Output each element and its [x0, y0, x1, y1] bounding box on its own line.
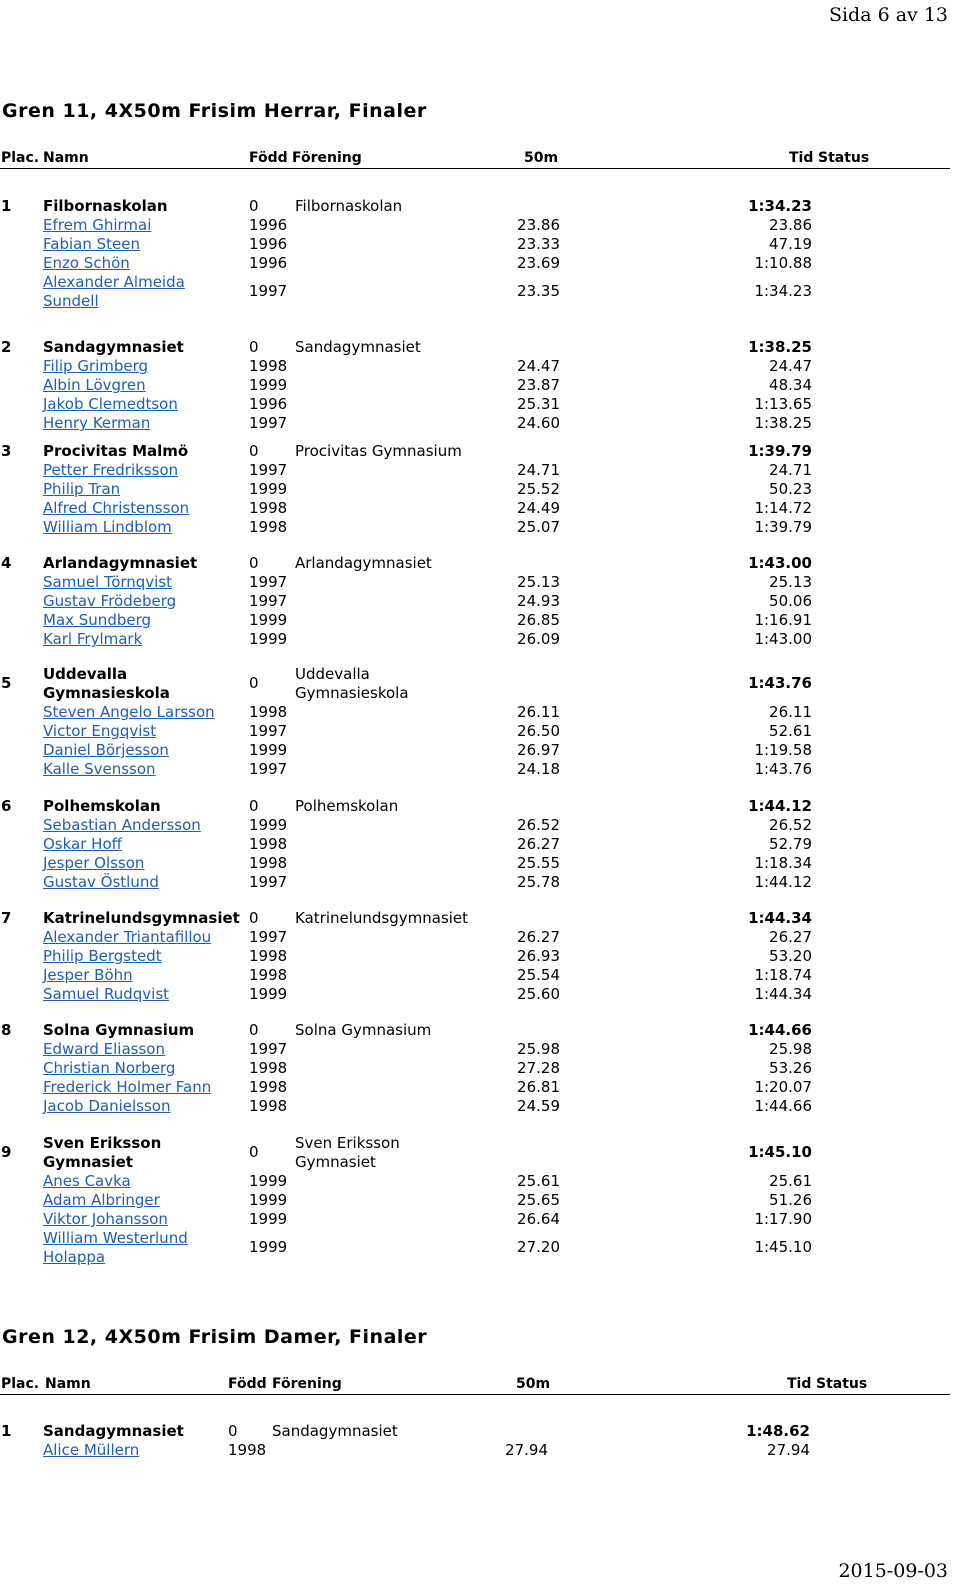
swimmer-row: [0, 272, 950, 310]
swimmer-split: 25.65: [517, 1191, 560, 1209]
swimmer-time: 1:18.74: [754, 966, 812, 984]
swimmer-split: 23.35: [517, 282, 560, 300]
swimmer-time: 1:10.88: [754, 254, 812, 272]
team-born: 0: [249, 909, 259, 927]
event-title: Gren 12, 4X50m Frisim Damer, Finaler: [2, 1326, 428, 1348]
swimmer-time: 27.94: [767, 1441, 810, 1459]
swimmer-time: 52.61: [769, 722, 812, 740]
team-name: Sandagymnasiet: [43, 338, 184, 356]
swimmer-row: [0, 1077, 950, 1096]
team-row: [0, 441, 950, 460]
swimmer-name-link[interactable]: Anes Cavka: [43, 1172, 131, 1190]
team-row: [0, 664, 950, 702]
swimmer-born: 1998: [249, 357, 288, 375]
swimmer-born: 1998: [249, 703, 288, 721]
swimmer-time: 1:17.90: [754, 1210, 812, 1228]
swimmer-split: 25.61: [517, 1172, 560, 1190]
swimmer-time: 1:43.76: [754, 760, 812, 778]
swimmer-row: [0, 479, 950, 498]
swimmer-born: 1998: [249, 1097, 288, 1115]
col-club: Förening: [292, 150, 362, 166]
swimmer-time: 1:44.34: [754, 985, 812, 1003]
team-time: 1:34.23: [748, 197, 812, 215]
swimmer-row: [0, 740, 950, 759]
swimmer-time: 1:16.91: [754, 611, 812, 629]
team-place: 1: [1, 197, 12, 215]
swimmer-split: 25.31: [517, 395, 560, 413]
swimmer-born: 1998: [249, 518, 288, 536]
swimmer-name-link[interactable]: Samuel Törnqvist: [43, 573, 173, 591]
team-name: Solna Gymnasium: [43, 1021, 195, 1039]
swimmer-time: 47.19: [769, 235, 812, 253]
swimmer-row: [0, 356, 950, 375]
team-name: Arlandagymnasiet: [43, 554, 198, 572]
col-born: Född: [228, 1376, 267, 1392]
swimmer-split: 26.09: [517, 630, 560, 648]
swimmer-row: [0, 965, 950, 984]
swimmer-name-link[interactable]: Max Sundberg: [43, 611, 152, 629]
team-row: [0, 908, 950, 927]
swimmer-name-link[interactable]: Gustav Frödeberg: [43, 592, 177, 610]
swimmer-split: 26.64: [517, 1210, 560, 1228]
swimmer-born: 1999: [249, 1238, 288, 1256]
swimmer-time: 51.26: [769, 1191, 812, 1209]
swimmer-name-link[interactable]: Victor Engqvist: [43, 722, 157, 740]
col-club: Förening: [272, 1376, 342, 1392]
swimmer-time: 50.06: [769, 592, 812, 610]
swimmer-time: 48.34: [769, 376, 812, 394]
swimmer-row: [0, 572, 950, 591]
swimmer-row: [0, 375, 950, 394]
swimmer-split: 25.07: [517, 518, 560, 536]
swimmer-row: [0, 759, 950, 778]
swimmer-born: 1998: [249, 835, 288, 853]
swimmer-born: 1999: [249, 741, 288, 759]
swimmer-name-link[interactable]: Efrem Ghirmai: [43, 216, 152, 234]
swimmer-row: [0, 834, 950, 853]
swimmer-split: 24.18: [517, 760, 560, 778]
team-time: 1:45.10: [748, 1143, 812, 1161]
col-name: Namn: [43, 150, 89, 166]
team-place: 5: [1, 674, 12, 692]
swimmer-split: 26.85: [517, 611, 560, 629]
team-name: Sven Eriksson Gymnasiet: [43, 1134, 162, 1171]
page-number: Sida 6 av 13: [828, 4, 948, 26]
swimmer-split: 25.78: [517, 873, 560, 891]
col-name: Namn: [45, 1376, 91, 1392]
swimmer-split: 25.54: [517, 966, 560, 984]
swimmer-name-link[interactable]: Enzo Schön: [43, 254, 130, 272]
swimmer-born: 1998: [249, 947, 288, 965]
swimmer-row: [0, 946, 950, 965]
team-name: Procivitas Malmö: [43, 442, 189, 460]
swimmer-row: [0, 234, 950, 253]
swimmer-split: 25.52: [517, 480, 560, 498]
swimmer-time: 26.52: [769, 816, 812, 834]
team-time: 1:43.76: [748, 674, 812, 692]
swimmer-born: 1998: [228, 1441, 267, 1459]
swimmer-time: 26.11: [769, 703, 812, 721]
swimmer-time: 52.79: [769, 835, 812, 853]
swimmer-name-link[interactable]: Alexander Triantafillou: [43, 928, 212, 946]
team-place: 4: [1, 554, 12, 572]
swimmer-name-link[interactable]: Jakob Clemedtson: [43, 395, 178, 413]
swimmer-time: 23.86: [769, 216, 812, 234]
swimmer-name-link[interactable]: Oskar Hoff: [43, 835, 122, 853]
swimmer-time: 1:38.25: [754, 414, 812, 432]
swimmer-row: [0, 517, 950, 536]
team-time: 1:39.79: [748, 442, 812, 460]
swimmer-born: 1998: [249, 1059, 288, 1077]
swimmer-time: 1:18.34: [754, 854, 812, 872]
swimmer-split: 23.86: [517, 216, 560, 234]
swimmer-row: [0, 1190, 950, 1209]
team-place: 6: [1, 797, 12, 815]
swimmer-name-link[interactable]: Sebastian Andersson: [43, 816, 201, 834]
swimmer-row: [0, 927, 950, 946]
swimmer-split: 26.52: [517, 816, 560, 834]
team-place: 8: [1, 1021, 12, 1039]
swimmer-name-link[interactable]: Henry Kerman: [43, 414, 151, 432]
col-split: 50m: [524, 150, 559, 166]
swimmer-born: 1997: [249, 873, 288, 891]
swimmer-time: 1:14.72: [754, 499, 812, 517]
col-place: Plac.: [1, 150, 40, 166]
swimmer-split: 26.11: [517, 703, 560, 721]
swimmer-name-link[interactable]: Alice Müllern: [43, 1441, 140, 1459]
team-club: Sven Eriksson Gymnasiet: [295, 1134, 400, 1171]
team-born: 0: [249, 554, 259, 572]
swimmer-split: 25.98: [517, 1040, 560, 1058]
swimmer-name-link[interactable]: Philip Bergstedt: [43, 947, 162, 965]
swimmer-row: [0, 872, 950, 891]
swimmer-split: 25.60: [517, 985, 560, 1003]
swimmer-row: [0, 1058, 950, 1077]
team-born: 0: [249, 442, 259, 460]
swimmer-name-link[interactable]: Steven Angelo Larsson: [43, 703, 215, 721]
team-name: Katrinelundsgymnasiet: [43, 909, 240, 927]
swimmer-split: 23.33: [517, 235, 560, 253]
swimmer-row: [0, 721, 950, 740]
swimmer-split: 25.13: [517, 573, 560, 591]
swimmer-time: 1:13.65: [754, 395, 812, 413]
swimmer-split: 24.59: [517, 1097, 560, 1115]
swimmer-born: 1997: [249, 592, 288, 610]
swimmer-name-link[interactable]: Christian Norberg: [43, 1059, 176, 1077]
swimmer-name-link[interactable]: Samuel Rudqvist: [43, 985, 170, 1003]
swimmer-name-link[interactable]: Petter Fredriksson: [43, 461, 179, 479]
swimmer-row: [0, 498, 950, 517]
swimmer-name-link[interactable]: Fabian Steen: [43, 235, 140, 253]
swimmer-name-link[interactable]: Karl Frylmark: [43, 630, 143, 648]
swimmer-born: 1999: [249, 1210, 288, 1228]
header-rule: [0, 168, 950, 169]
swimmer-name-link[interactable]: Adam Albringer: [43, 1191, 160, 1209]
swimmer-name-link[interactable]: Viktor Johansson: [43, 1210, 168, 1228]
swimmer-name-link[interactable]: Alexander Almeida Sundell: [43, 273, 185, 310]
swimmer-split: 25.55: [517, 854, 560, 872]
swimmer-born: 1997: [249, 722, 288, 740]
swimmer-row: [0, 215, 950, 234]
team-row: [0, 196, 950, 215]
swimmer-name-link[interactable]: Jesper Böhn: [43, 966, 133, 984]
swimmer-split: 26.27: [517, 928, 560, 946]
swimmer-born: 1997: [249, 461, 288, 479]
swimmer-born: 1998: [249, 499, 288, 517]
team-born: 0: [249, 1021, 259, 1039]
swimmer-time: 53.20: [769, 947, 812, 965]
team-time: 1:48.62: [746, 1422, 810, 1440]
team-born: 0: [249, 674, 259, 692]
swimmer-row: [0, 1096, 950, 1115]
swimmer-name-link[interactable]: Kalle Svensson: [43, 760, 156, 778]
swimmer-name-link[interactable]: Alfred Christensson: [43, 499, 190, 517]
swimmer-time: 1:34.23: [754, 282, 812, 300]
swimmer-split: 27.94: [505, 1441, 548, 1459]
col-split: 50m: [516, 1376, 551, 1392]
column-header-row: [0, 1372, 950, 1396]
team-name: Sandagymnasiet: [43, 1422, 184, 1440]
swimmer-row: [0, 853, 950, 872]
team-time: 1:43.00: [748, 554, 812, 572]
swimmer-born: 1999: [249, 630, 288, 648]
swimmer-born: 1999: [249, 480, 288, 498]
swimmer-time: 53.26: [769, 1059, 812, 1077]
team-club: Uddevalla Gymnasieskola: [295, 665, 409, 702]
team-name: Polhemskolan: [43, 797, 161, 815]
swimmer-born: 1998: [249, 1078, 288, 1096]
col-status: Status: [818, 150, 870, 166]
team-born: 0: [249, 1143, 259, 1161]
swimmer-born: 1999: [249, 376, 288, 394]
swimmer-time: 1:19.58: [754, 741, 812, 759]
team-row: [0, 1133, 950, 1171]
header-rule: [0, 1394, 950, 1395]
swimmer-time: 24.71: [769, 461, 812, 479]
team-time: 1:44.12: [748, 797, 812, 815]
team-club: Sandagymnasiet: [295, 338, 421, 356]
swimmer-row: [0, 1228, 950, 1266]
swimmer-name-link[interactable]: Philip Tran: [43, 480, 121, 498]
team-born: 0: [249, 797, 259, 815]
swimmer-born: 1999: [249, 985, 288, 1003]
swimmer-time: 1:39.79: [754, 518, 812, 536]
swimmer-row: [0, 702, 950, 721]
swimmer-row: [0, 815, 950, 834]
team-born: 0: [228, 1422, 238, 1440]
swimmer-row: [0, 253, 950, 272]
swimmer-born: 1997: [249, 414, 288, 432]
swimmer-time: 1:45.10: [754, 1238, 812, 1256]
swimmer-born: 1997: [249, 1040, 288, 1058]
swimmer-time: 1:20.07: [754, 1078, 812, 1096]
team-place: 9: [1, 1143, 12, 1161]
swimmer-row: [0, 394, 950, 413]
swimmer-row: [0, 1440, 950, 1459]
swimmer-name-link[interactable]: Filip Grimberg: [43, 357, 149, 375]
swimmer-born: 1996: [249, 395, 288, 413]
swimmer-split: 26.50: [517, 722, 560, 740]
team-row: [0, 796, 950, 815]
swimmer-born: 1999: [249, 1172, 288, 1190]
team-row: [0, 1421, 950, 1440]
swimmer-split: 24.60: [517, 414, 560, 432]
swimmer-born: 1999: [249, 611, 288, 629]
swimmer-split: 24.93: [517, 592, 560, 610]
team-club: Procivitas Gymnasium: [295, 442, 462, 460]
swimmer-name-link[interactable]: Jacob Danielsson: [43, 1097, 171, 1115]
swimmer-born: 1997: [249, 282, 288, 300]
swimmer-born: 1998: [249, 854, 288, 872]
print-date: 2015-09-03: [838, 1560, 948, 1582]
swimmer-time: 1:44.66: [754, 1097, 812, 1115]
swimmer-name-link[interactable]: Jesper Olsson: [43, 854, 145, 872]
swimmer-split: 27.20: [517, 1238, 560, 1256]
team-club: Polhemskolan: [295, 797, 399, 815]
swimmer-row: [0, 1209, 950, 1228]
team-time: 1:38.25: [748, 338, 812, 356]
swimmer-row: [0, 413, 950, 432]
team-place: 7: [1, 909, 12, 927]
column-header-row: [0, 146, 950, 170]
swimmer-name-link[interactable]: Gustav Östlund: [43, 873, 159, 891]
swimmer-split: 24.49: [517, 499, 560, 517]
swimmer-row: [0, 1039, 950, 1058]
swimmer-born: 1997: [249, 928, 288, 946]
swimmer-time: 1:44.12: [754, 873, 812, 891]
team-born: 0: [249, 197, 259, 215]
swimmer-split: 26.97: [517, 741, 560, 759]
swimmer-born: 1999: [249, 816, 288, 834]
col-time: Tid: [789, 150, 814, 166]
swimmer-born: 1996: [249, 216, 288, 234]
swimmer-time: 25.61: [769, 1172, 812, 1190]
swimmer-born: 1997: [249, 760, 288, 778]
swimmer-born: 1996: [249, 254, 288, 272]
event-title: Gren 11, 4X50m Frisim Herrar, Finaler: [2, 100, 427, 122]
swimmer-time: 50.23: [769, 480, 812, 498]
team-club: Sandagymnasiet: [272, 1422, 398, 1440]
swimmer-split: 23.69: [517, 254, 560, 272]
swimmer-name-link[interactable]: Frederick Holmer Fann: [43, 1078, 212, 1096]
team-place: 3: [1, 442, 12, 460]
swimmer-split: 26.93: [517, 947, 560, 965]
swimmer-born: 1998: [249, 966, 288, 984]
swimmer-row: [0, 610, 950, 629]
swimmer-name-link[interactable]: Edward Eliasson: [43, 1040, 165, 1058]
swimmer-split: 24.71: [517, 461, 560, 479]
swimmer-name-link[interactable]: William Lindblom: [43, 518, 172, 536]
swimmer-row: [0, 460, 950, 479]
team-row: [0, 553, 950, 572]
swimmer-time: 1:43.00: [754, 630, 812, 648]
team-place: 2: [1, 338, 12, 356]
swimmer-row: [0, 629, 950, 648]
col-place: Plac.: [1, 1376, 40, 1392]
swimmer-name-link[interactable]: Daniel Börjesson: [43, 741, 169, 759]
col-time: Tid: [787, 1376, 812, 1392]
team-club: Filbornaskolan: [295, 197, 403, 215]
team-name: Uddevalla Gymnasieskola: [43, 665, 170, 702]
swimmer-name-link[interactable]: William Westerlund Holappa: [43, 1229, 188, 1266]
swimmer-time: 25.13: [769, 573, 812, 591]
swimmer-row: [0, 1171, 950, 1190]
swimmer-split: 27.28: [517, 1059, 560, 1077]
team-born: 0: [249, 338, 259, 356]
swimmer-born: 1996: [249, 235, 288, 253]
team-name: Filbornaskolan: [43, 197, 168, 215]
swimmer-name-link[interactable]: Albin Lövgren: [43, 376, 146, 394]
col-born: Född: [249, 150, 288, 166]
swimmer-split: 26.27: [517, 835, 560, 853]
swimmer-time: 25.98: [769, 1040, 812, 1058]
team-row: [0, 1020, 950, 1039]
team-time: 1:44.66: [748, 1021, 812, 1039]
team-club: Solna Gymnasium: [295, 1021, 432, 1039]
swimmer-row: [0, 984, 950, 1003]
swimmer-row: [0, 591, 950, 610]
team-club: Katrinelundsgymnasiet: [295, 909, 469, 927]
team-row: [0, 337, 950, 356]
swimmer-born: 1999: [249, 1191, 288, 1209]
team-time: 1:44.34: [748, 909, 812, 927]
swimmer-split: 26.81: [517, 1078, 560, 1096]
swimmer-time: 24.47: [769, 357, 812, 375]
swimmer-split: 23.87: [517, 376, 560, 394]
team-place: 1: [1, 1422, 12, 1440]
swimmer-time: 26.27: [769, 928, 812, 946]
col-status: Status: [816, 1376, 868, 1392]
swimmer-split: 24.47: [517, 357, 560, 375]
swimmer-born: 1997: [249, 573, 288, 591]
team-club: Arlandagymnasiet: [295, 554, 432, 572]
